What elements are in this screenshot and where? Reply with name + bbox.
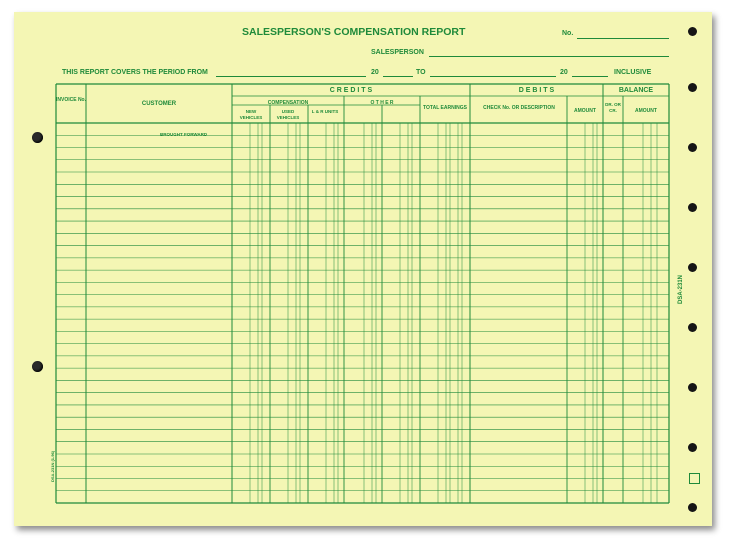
salesperson-label: SALESPERSON xyxy=(371,49,424,56)
margin-hole-1 xyxy=(688,27,697,36)
inclusive-label: INCLUSIVE xyxy=(614,69,652,76)
margin-hole-5 xyxy=(688,263,697,272)
header-compensation: COMPENSATION xyxy=(267,100,309,106)
header-new-vehicles: NEW VEHICLES xyxy=(239,109,263,120)
header-total-earnings: TOTAL EARNINGS xyxy=(423,105,467,111)
year-prefix-to: 20 xyxy=(560,69,568,76)
report-sheet xyxy=(14,12,712,526)
header-balance-amount: AMOUNT xyxy=(635,108,657,114)
header-balance: BALANCE xyxy=(618,87,654,94)
report-number-label: No. xyxy=(562,30,574,37)
report-title: SALESPERSON'S COMPENSATION REPORT xyxy=(242,26,466,38)
form-code-left: DSA-231N (1-96) xyxy=(50,450,55,482)
margin-hole-2 xyxy=(688,83,697,92)
margin-hole-7 xyxy=(688,383,697,392)
header-debit-amount: AMOUNT xyxy=(574,108,596,114)
header-dr-cr: DR. OR CR. xyxy=(605,102,621,113)
header-customer: CUSTOMER xyxy=(141,101,177,107)
header-other: O T H E R xyxy=(370,100,394,106)
period-label: THIS REPORT COVERS THE PERIOD FROM xyxy=(62,69,208,76)
header-credits: C R E D I T S xyxy=(329,87,373,94)
header-check-no: CHECK No. OR DESCRIPTION xyxy=(483,105,555,111)
margin-hole-6 xyxy=(688,323,697,332)
binder-hole-bottom xyxy=(32,361,43,372)
header-invoice-no: INVOICE No. xyxy=(56,97,87,103)
margin-hole-3 xyxy=(688,143,697,152)
header-lr-units: L & R UNITS xyxy=(311,109,339,114)
header-used-vehicles: USED VEHICLES xyxy=(276,109,300,120)
binder-hole-top xyxy=(32,132,43,143)
margin-hole-4 xyxy=(688,203,697,212)
form-code-right: DSA-231N xyxy=(678,274,684,304)
corner-checkbox[interactable] xyxy=(689,473,700,484)
to-label: TO xyxy=(416,69,426,76)
brought-forward-label: BROUGHT FORWARD xyxy=(160,132,208,137)
year-prefix-from: 20 xyxy=(371,69,379,76)
header-debits: D E B I T S xyxy=(518,87,555,94)
margin-hole-9 xyxy=(688,503,697,512)
margin-hole-8 xyxy=(688,443,697,452)
